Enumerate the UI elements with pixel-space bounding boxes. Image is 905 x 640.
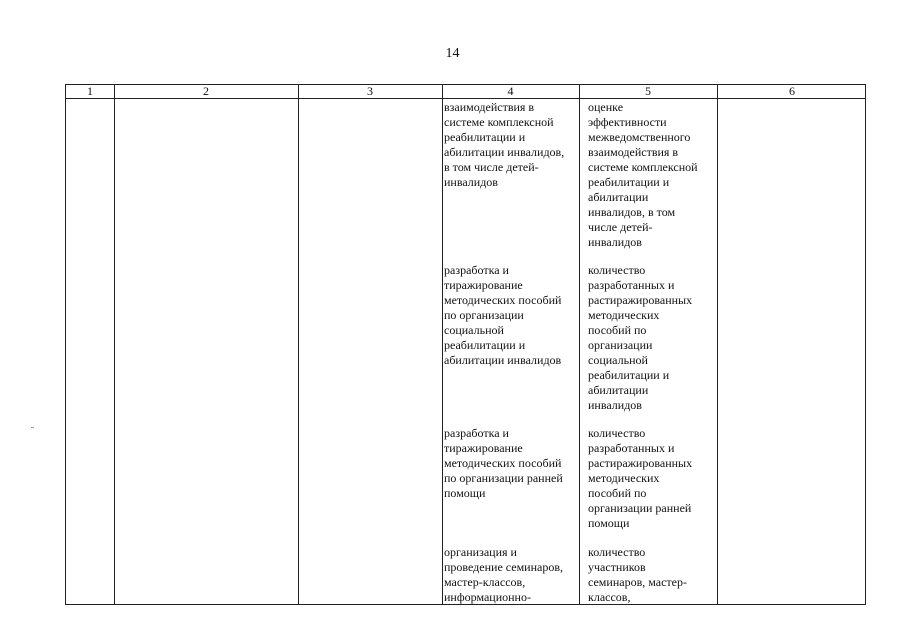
indicator-cell: количество разработанных и растиражированных методических пособий по организации ранней помощи xyxy=(588,426,693,530)
column-divider xyxy=(717,85,718,604)
measure-cell: организация и проведение семинаров, мастер-классов, информационно- xyxy=(444,545,564,604)
column-divider xyxy=(579,85,580,604)
table-header-divider xyxy=(66,98,865,99)
column-divider xyxy=(442,85,443,604)
indicator-cell: количество разработанных и растиражированных методических пособий по организации социальной реабилитации и абилитации инвалидов xyxy=(588,263,693,412)
indicator-cell: количество участников семинаров, мастер- классов, xyxy=(588,545,687,604)
column-number-4: 4 xyxy=(507,84,514,98)
column-number-1: 1 xyxy=(87,84,93,98)
page-number: 14 xyxy=(445,46,460,61)
measure-cell: взаимодействия в системе комплексной реабилитации и абилитации инвалидов, в том числе детей- инвалидов xyxy=(444,100,565,189)
column-number-3: 3 xyxy=(367,84,373,98)
measure-cell: разработка и тиражирование методических пособий по организации ранней помощи xyxy=(444,426,563,500)
column-number-2: 2 xyxy=(203,84,209,98)
indicator-cell: оценке эффективности межведомственного взаимодействия в системе комплексной реабилитации и абилитации инвалидов, в том числе детей- инвалидов xyxy=(588,100,698,249)
column-divider xyxy=(114,85,115,604)
program-table xyxy=(65,84,866,605)
measure-cell: разработка и тиражирование методических пособий по организации социальной реабилитации и абилитации инвалидов xyxy=(444,263,562,367)
column-divider xyxy=(298,85,299,604)
column-number-6: 6 xyxy=(789,84,795,98)
column-number-5: 5 xyxy=(645,84,651,98)
scan-artifact xyxy=(31,427,34,428)
